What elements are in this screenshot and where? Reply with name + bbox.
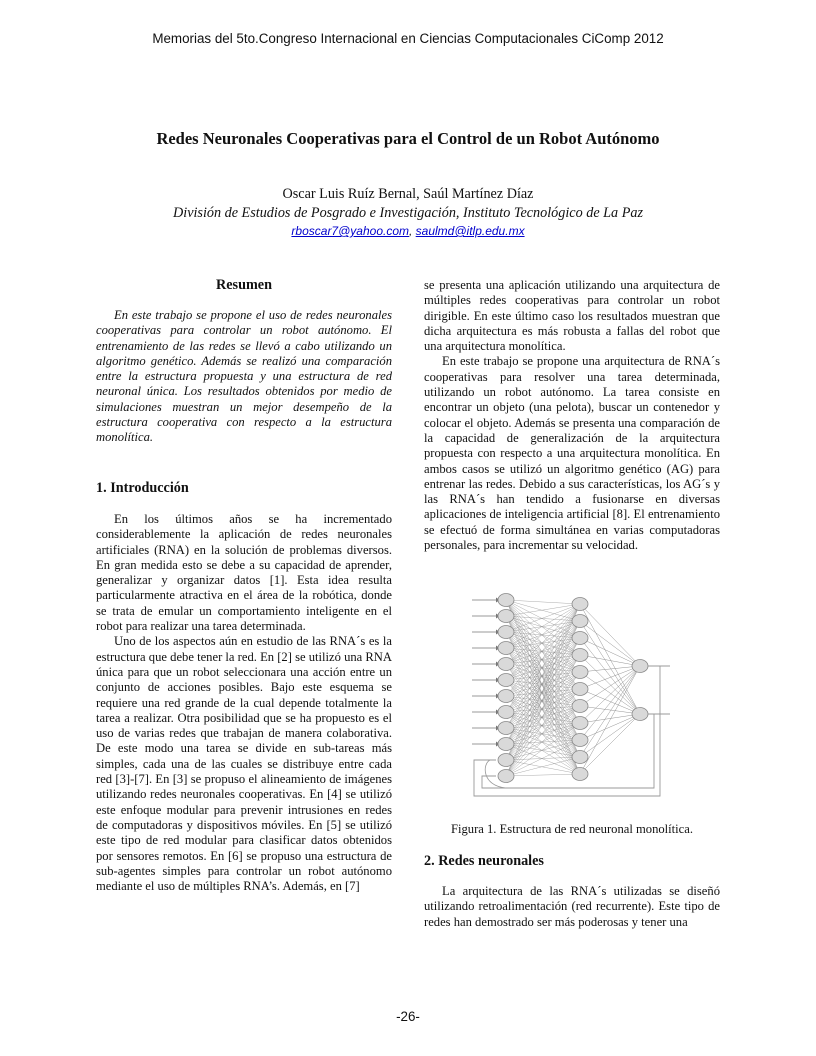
connection-line — [580, 666, 640, 689]
connection-line — [580, 714, 640, 774]
neural-network-figure — [460, 578, 690, 813]
connection-line — [580, 706, 640, 714]
hidden-node — [572, 768, 588, 781]
right-paragraph-2: En este trabajo se propone una arquitectura de RNA´s cooperativas para resolver una tarea determinada, utilizando un robot autónomo. La tarea consiste en encontrar un objeto (una pelota), buscar un contenedor y colocar el objeto. Además se presenta una comparación de la capacidad de generalización de la arquitectura propuesta con respecto a una arquitectura monolítica. En ambos casos se utilizó un algoritmo genético (AG) para entrenar las redes. Debido a sus características, los AG´s y las RNA´s han tendido a fusionarse en diversas aplicaciones de inteligencia artificial [8]. El entrenamiento se efectuó de forma simultánea en varias computadoras personales, para incrementar su velocidad. — [424, 354, 720, 553]
connection-line — [580, 714, 640, 740]
emails — [0, 224, 816, 238]
connection-line — [506, 696, 580, 757]
paper-title: Redes Neuronales Cooperativas para el Control de un Robot Autónomo — [156, 129, 660, 148]
connection-line — [506, 638, 580, 760]
input-node — [498, 674, 514, 687]
section2-paragraph-1: La arquitectura de las RNA´s utilizadas se diseñó utilizando retroalimentación (red recurrente). Este tipo de redes han demostrado ser más poderosas y tener una — [424, 884, 720, 929]
connection-line — [580, 714, 640, 723]
connection-line — [506, 604, 580, 712]
input-node — [498, 594, 514, 607]
connection-line — [506, 655, 580, 712]
input-node — [498, 626, 514, 639]
hidden-node — [572, 683, 588, 696]
output-node — [632, 660, 648, 673]
input-node — [498, 722, 514, 735]
connection-line — [580, 655, 640, 714]
input-node — [498, 706, 514, 719]
connection-line — [580, 672, 640, 714]
hidden-node — [572, 751, 588, 764]
connection-line — [580, 666, 640, 740]
connection-line — [580, 638, 640, 666]
email-link-2[interactable]: saulmd@itlp.edu.mx — [415, 224, 525, 238]
hidden-node — [572, 666, 588, 679]
hidden-node — [572, 649, 588, 662]
page-number: -26- — [396, 1009, 420, 1024]
abstract-paragraph: En este trabajo se propone el uso de redes neuronales cooperativas para controlar un robot autónomo. El entrenamiento de las redes se llevó a cabo utilizando un algoritmo genético. Además se realizó una comparación entre la estructura propuesta y una estructura de red neuronal única. Los resultados obtenidos por medio de simulaciones muestran un mejor desempeño de la estructura cooperativa con respecto a la estructura monolítica. — [96, 308, 392, 445]
hidden-node — [572, 734, 588, 747]
hidden-node — [572, 598, 588, 611]
connection-line — [506, 774, 580, 776]
intro-heading: 1. Introducción — [96, 480, 189, 496]
input-node — [498, 610, 514, 623]
affiliation: División de Estudios de Posgrado e Investigación, Instituto Tecnológico de La Paz — [173, 205, 643, 221]
intro-paragraph-1: En los últimos años se ha incrementado considerablemente la aplicación de redes neuronales artificiales (RNA) en la solución de problemas diversos. En gran medida esto se debe a su capacidad de aprender, generalizar y organizar datos [1]. Esta idea resulta particularmente atractiva en el área de la robótica, donde se trata de emular un comportamiento inteligente en el robot para realizar una tarea determinada. — [96, 512, 392, 634]
connection-line — [506, 600, 580, 604]
connection-line — [506, 744, 580, 774]
connection-line — [580, 638, 640, 714]
email-separator: , — [409, 224, 416, 238]
connection-line — [580, 666, 640, 774]
connection-line — [580, 666, 640, 672]
connection-line — [580, 666, 640, 757]
connection-line — [506, 638, 580, 744]
section2-heading: 2. Redes neuronales — [424, 853, 544, 869]
input-node — [498, 642, 514, 655]
running-header: Memorias del 5to.Congreso Internacional en Ciencias Computacionales CiComp 2012 — [152, 31, 664, 46]
hidden-node — [572, 632, 588, 645]
hidden-node — [572, 615, 588, 628]
figure-caption: Figura 1. Estructura de red neuronal monolítica. — [450, 822, 693, 836]
intro-paragraph-2: Uno de los aspectos aún en estudio de las RNA´s es la estructura que debe tener la red. En [2] se utilizó una RNA única para que un robot seleccionara una acción entre un conjunto de acciones posibles. Bajo este esquema se requiere una red grande de la cual depende totalmente la tarea a realizar. Otra posibilidad que se ha propuesto es el uso de varias redes que trabajan de manera colaborativa. De este modo una tarea se divide en sub-tareas más simples, cada una de las cuales se distribuye entre cada red [3]-[7]. En [3] se propuso el alineamiento de imágenes utilizando redes neuronales cooperativas. En [4] se utilizó este enfoque modular para prevenir intrusiones en redes de computadoras y dispositivos móviles. En [5] se utilizó este tipo de red modular para clasificar datos obtenidos por sensores remotos. En [6] se propuso una estructura de sub-agentes simples para controlar un robot autónomo mediante el uso de múltiples RNA’s. Además, en [7] — [96, 634, 392, 894]
hidden-node — [572, 717, 588, 730]
hidden-node — [572, 700, 588, 713]
authors: Oscar Luis Ruíz Bernal, Saúl Martínez Díaz — [282, 186, 534, 202]
right-column-text — [424, 278, 720, 553]
input-node — [498, 754, 514, 767]
right-paragraph-1: se presenta una aplicación utilizando una arquitectura de múltiples redes cooperativas para controlar un robot dirigible. En este último caso los resultados muestran que dicha arquitectura es más robusta a fallas del robot que una arquitectura monolítica. — [424, 278, 720, 354]
connection-line — [580, 666, 640, 723]
abstract-text — [96, 308, 392, 446]
output-node — [632, 708, 648, 721]
input-node — [498, 770, 514, 783]
input-node — [498, 690, 514, 703]
input-node — [498, 658, 514, 671]
connection-line — [506, 604, 580, 744]
connection-line — [506, 757, 580, 776]
connection-line — [506, 757, 580, 760]
email-link-1[interactable]: rboscar7@yahoo.com — [291, 224, 409, 238]
input-node — [498, 738, 514, 751]
abstract-heading: Resumen — [216, 277, 272, 293]
connection-line — [506, 604, 580, 664]
section2-text — [424, 884, 720, 930]
intro-text — [96, 512, 392, 894]
